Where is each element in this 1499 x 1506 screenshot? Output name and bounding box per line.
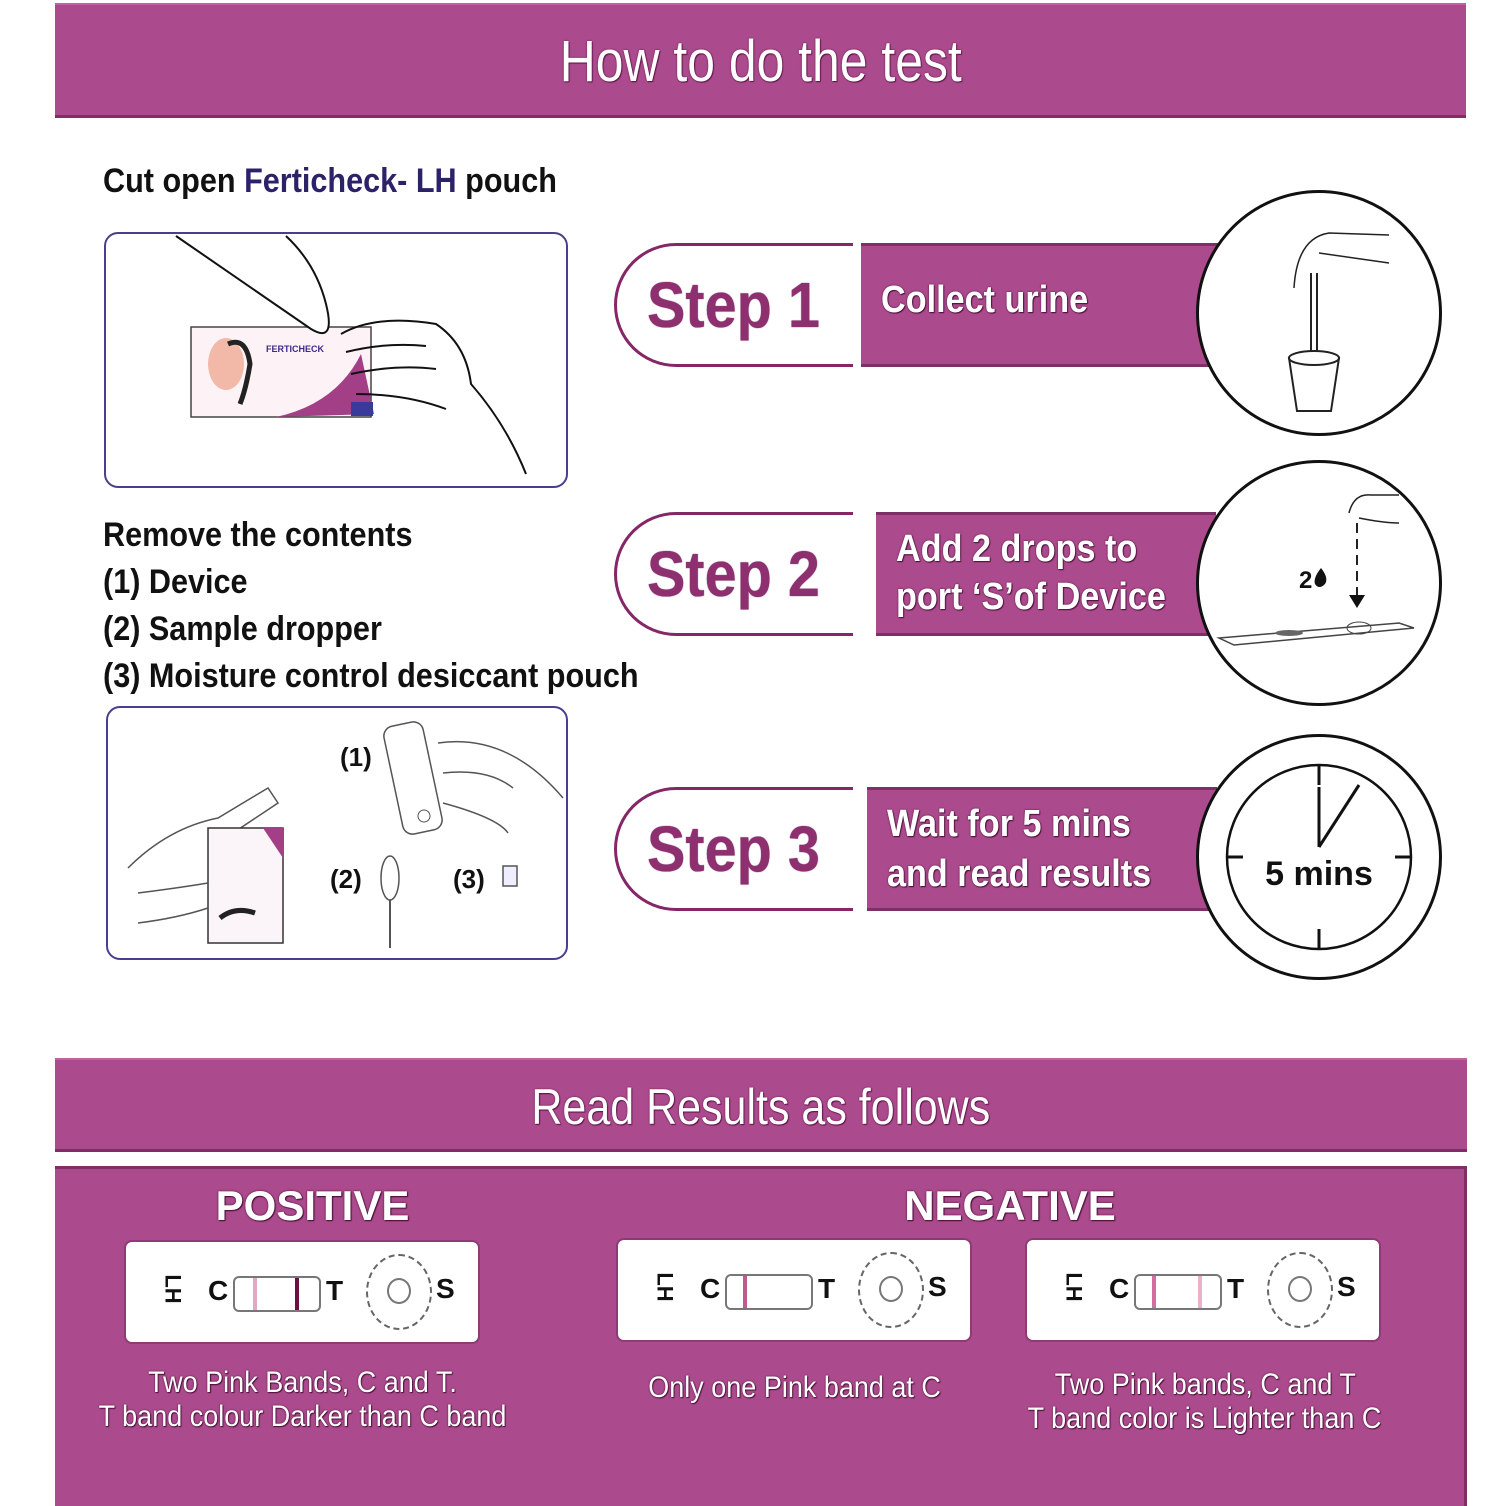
contents-illustration xyxy=(106,706,568,960)
step-2 xyxy=(614,512,1214,636)
t-band xyxy=(1198,1276,1202,1308)
negative-description-light-band: Two Pink bands, C and T T band color is Lighter than C xyxy=(1028,1368,1382,1435)
sample-port xyxy=(1288,1276,1312,1302)
step-2-label: Step 2 xyxy=(647,538,820,610)
t-band xyxy=(295,1278,299,1310)
results-header xyxy=(55,1058,1467,1152)
negative-description-one-band: Only one Pink band at C xyxy=(648,1371,942,1404)
brand-name: Ferticheck- LH xyxy=(244,162,457,200)
kit-contents-icon xyxy=(108,708,566,958)
positive-cassette: LH C T S xyxy=(124,1240,480,1344)
negative-cassette-one-band: LH C T S xyxy=(616,1238,972,1342)
results-panel xyxy=(55,1166,1467,1506)
result-window xyxy=(1134,1274,1222,1310)
svg-text:FERTICHECK: FERTICHECK xyxy=(266,344,324,354)
step-3-badge xyxy=(614,787,853,911)
step-1-instruction: Collect urine xyxy=(861,243,1251,367)
sample-port xyxy=(879,1276,903,1302)
step-1-illustration xyxy=(1196,190,1442,436)
step-3-instruction: Wait for 5 mins and read results xyxy=(867,787,1217,911)
result-window xyxy=(725,1274,813,1310)
urine-cup-icon xyxy=(1199,193,1439,433)
remove-contents-title: Remove the contents xyxy=(103,516,413,554)
step-3 xyxy=(614,787,1214,911)
clock-text: 5 mins xyxy=(1265,855,1373,893)
c-band xyxy=(1152,1276,1156,1308)
results-title: Read Results as follows xyxy=(531,1079,991,1135)
cut-pouch-illustration xyxy=(104,232,568,488)
drop-count: 2 xyxy=(1299,567,1313,594)
remove-contents-list xyxy=(103,512,698,700)
device-label: (1) xyxy=(340,742,372,772)
c-band xyxy=(743,1276,747,1308)
step-2-instruction: Add 2 drops to port ‘S’of Device xyxy=(876,512,1216,636)
step-2-illustration xyxy=(1196,460,1442,706)
content-item: (2) Sample dropper xyxy=(103,610,382,648)
step-1-badge xyxy=(614,243,853,367)
cut-open-label: Cut open Ferticheck- LH pouch xyxy=(103,162,557,200)
sample-port xyxy=(387,1278,411,1304)
content-item: (1) Device xyxy=(103,563,248,601)
result-window xyxy=(233,1276,321,1312)
dropper-device-icon xyxy=(1199,463,1439,703)
step-3-illustration xyxy=(1196,734,1442,980)
hands-cutting-pouch-icon xyxy=(106,234,566,486)
page-title: How to do the test xyxy=(559,29,962,94)
drop-icon xyxy=(1315,568,1327,587)
step-1 xyxy=(614,243,1254,367)
negative-cassette-light-band: LH C T S xyxy=(1025,1238,1381,1342)
positive-label: POSITIVE xyxy=(215,1182,410,1229)
dropper-label: (2) xyxy=(330,864,362,894)
c-band xyxy=(253,1278,257,1310)
clock-icon xyxy=(1199,737,1439,977)
content-item: (3) Moisture control desiccant pouch xyxy=(103,657,639,695)
negative-label: NEGATIVE xyxy=(904,1182,1116,1229)
page-header xyxy=(55,3,1466,118)
desiccant-label: (3) xyxy=(453,864,485,894)
step-2-badge xyxy=(614,512,853,636)
positive-description: Two Pink Bands, C and T. T band colour Darker than C band xyxy=(98,1366,507,1433)
step-3-label: Step 3 xyxy=(647,813,820,885)
step-1-label: Step 1 xyxy=(647,269,820,341)
